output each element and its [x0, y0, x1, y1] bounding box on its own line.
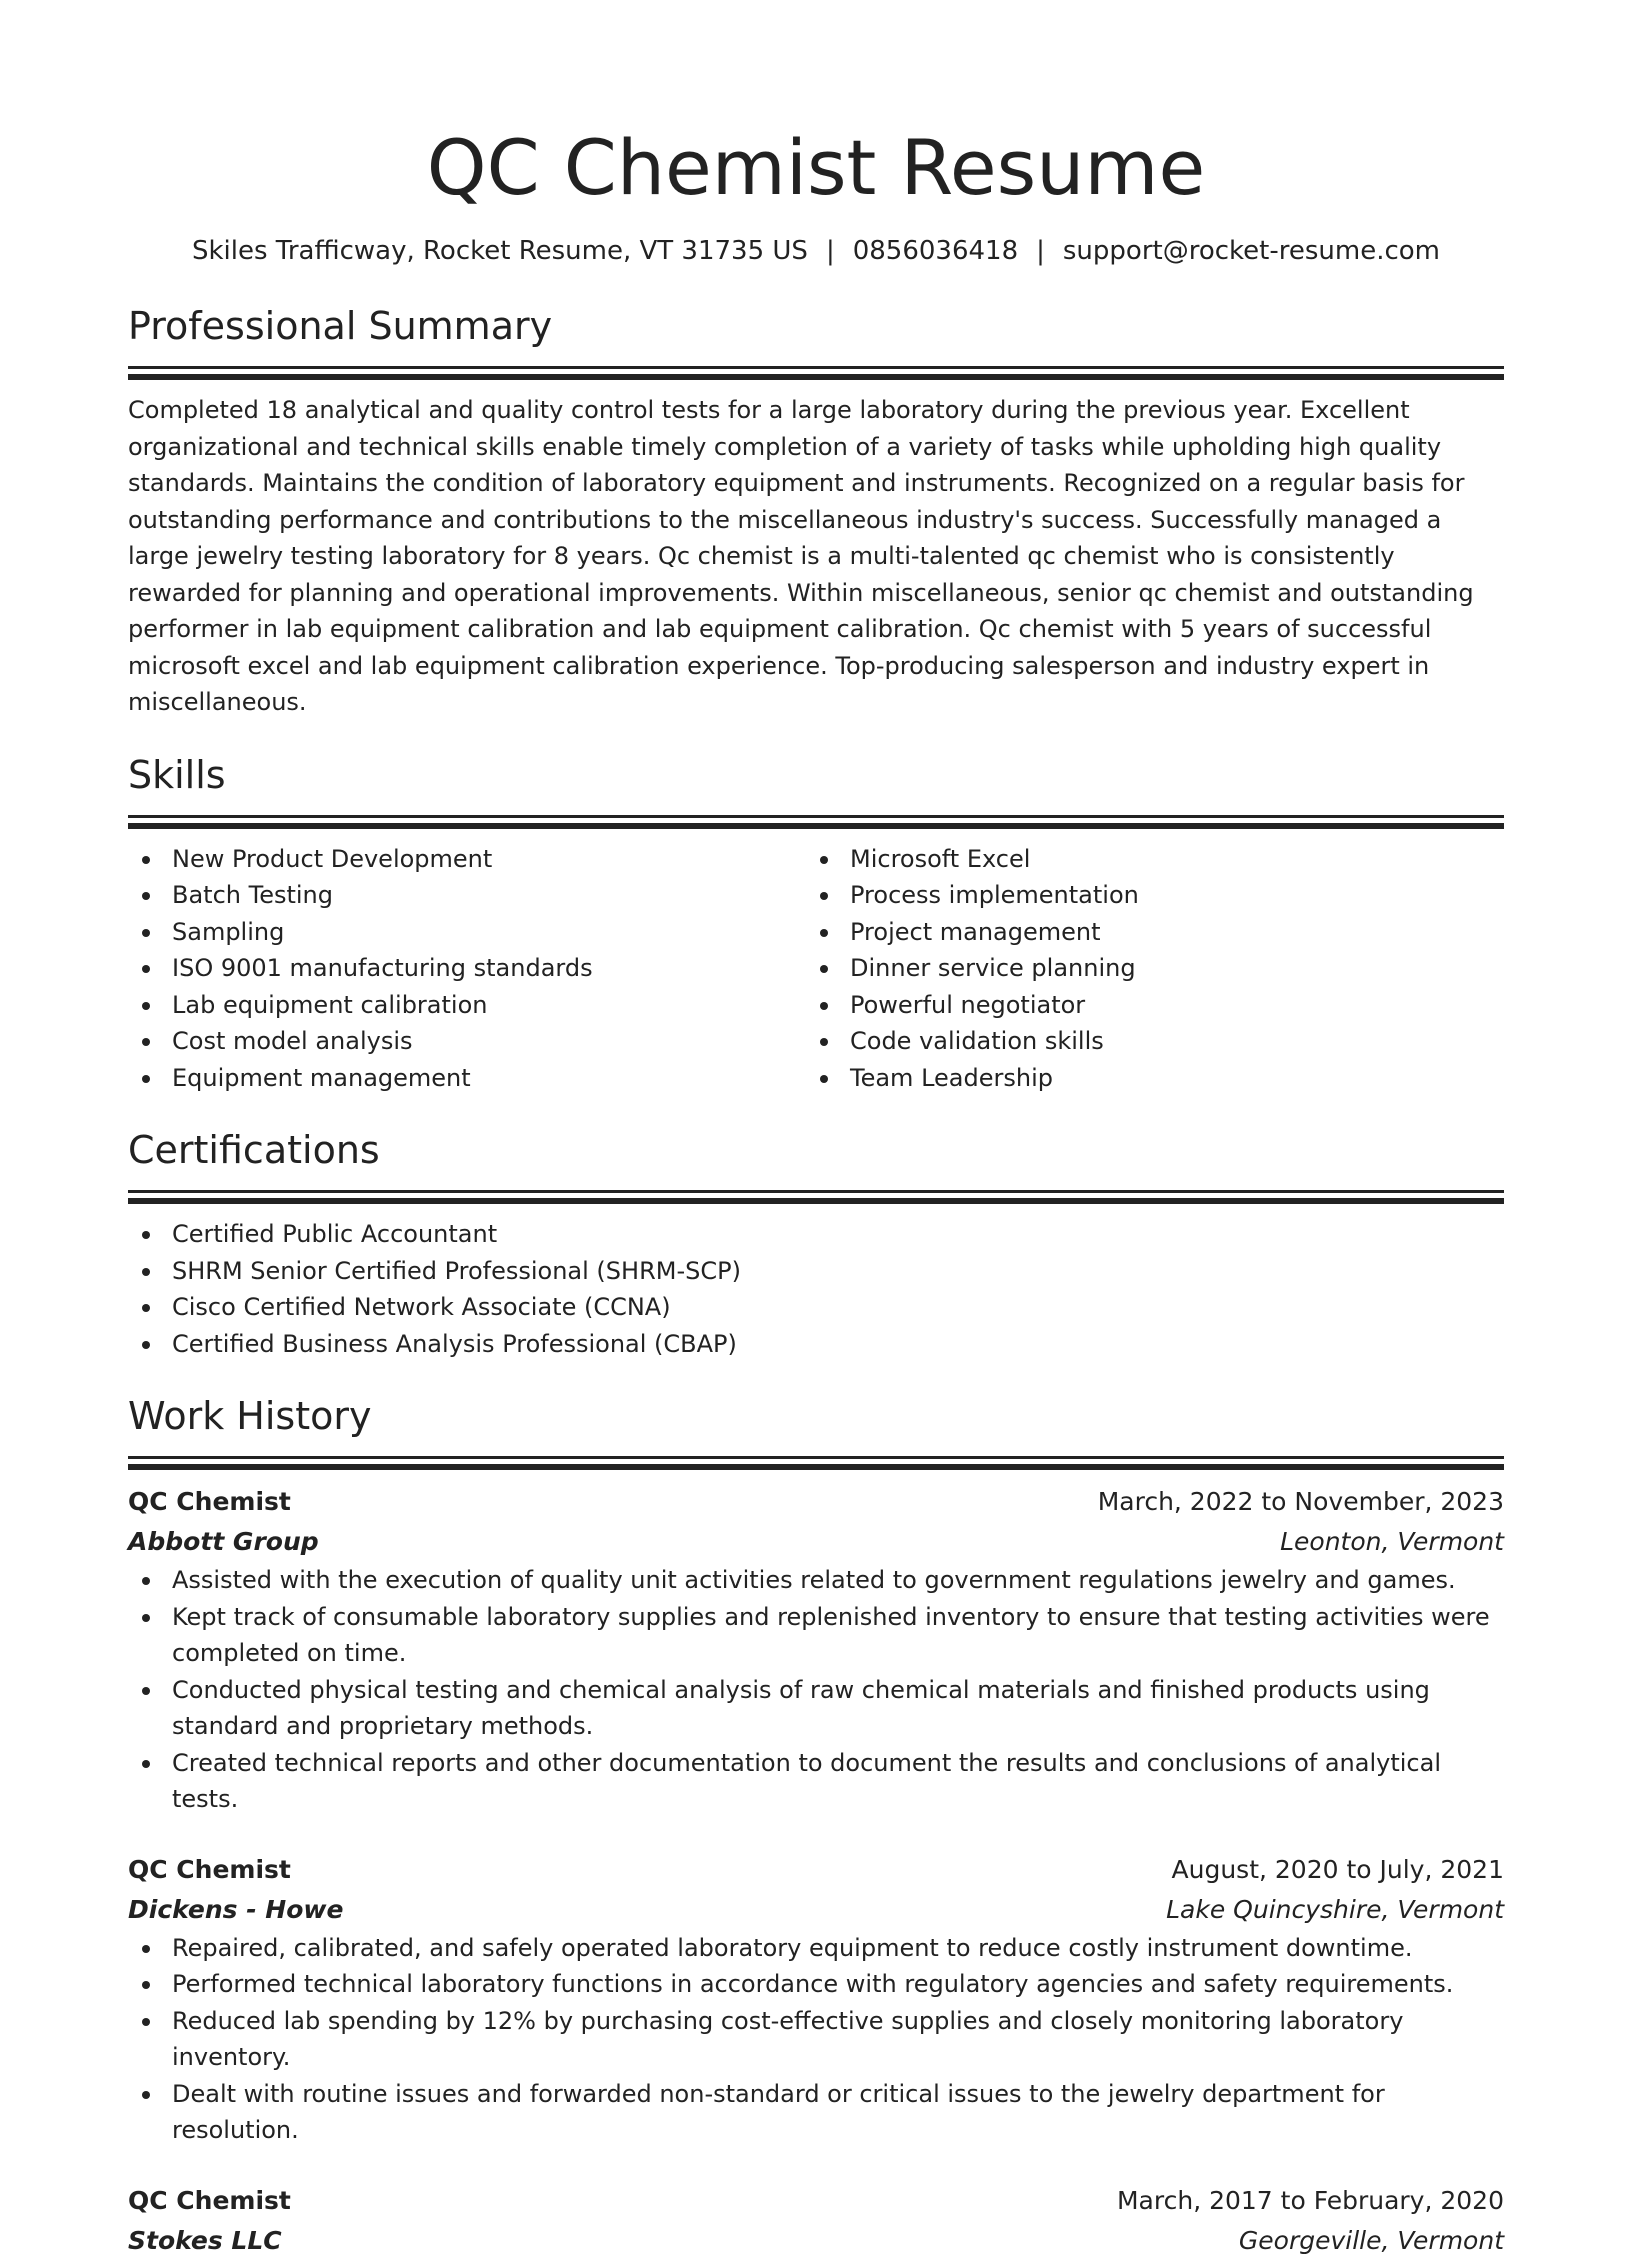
- job-title: QC Chemist: [128, 2185, 291, 2215]
- job-header: [128, 1850, 1504, 1890]
- certification-label: Cisco Certified Network Associate (CCNA): [172, 1293, 671, 1321]
- list-item: [128, 1599, 1504, 1672]
- list-item: [806, 877, 1484, 914]
- skill-label: Dinner service planning: [850, 954, 1136, 982]
- bullet-dot: [142, 929, 150, 937]
- contact-line: [128, 234, 1504, 268]
- certifications-list: [128, 1216, 1504, 1362]
- bullet-dot: [142, 1231, 150, 1239]
- job-location: Leonton, Vermont: [1280, 1527, 1504, 1556]
- job-company: Abbott Group: [128, 1527, 319, 1556]
- job-bullet-text: Assisted with the execution of quality unit activities related to government regulations jewelry and games.: [172, 1566, 1456, 1594]
- skill-label: Powerful negotiator: [850, 990, 1086, 1019]
- skill-label: Batch Testing: [172, 881, 333, 909]
- skill-label: Cost model analysis: [172, 1027, 413, 1055]
- certification-label: Certified Business Analysis Professional (CBAP): [172, 1329, 737, 1358]
- bullet-dot: [142, 965, 150, 973]
- job-bullet-text: Created technical reports and other documentation to document the results and conclusions of analytical tests.: [172, 1748, 1441, 1813]
- list-item: [128, 1023, 806, 1060]
- section-rule: [128, 815, 1504, 818]
- section-heading: Work History: [128, 1394, 372, 1438]
- list-item: [806, 1023, 1484, 1060]
- job-subheader: [128, 1522, 1504, 1562]
- resume-title: QC Chemist Resume: [426, 123, 1206, 212]
- bullet-dot: [820, 929, 828, 937]
- contact-email[interactable]: support@rocket-resume.com: [1062, 236, 1440, 266]
- job-dates: August, 2020 to July, 2021: [1171, 1854, 1504, 1884]
- list-item: [128, 950, 806, 987]
- contact-separator: |: [825, 236, 835, 266]
- list-item: [128, 2003, 1504, 2076]
- list-item: [128, 1253, 1504, 1290]
- bullet-dot: [820, 965, 828, 973]
- skill-label: ISO 9001 manufacturing standards: [172, 954, 593, 982]
- skill-label: Sampling: [172, 917, 285, 946]
- job-company: Stokes LLC: [128, 2225, 282, 2255]
- job-bullet-text: Conducted physical testing and chemical analysis of raw chemical materials and finished products using standard and proprietary methods.: [172, 1675, 1430, 1740]
- list-item: [128, 841, 806, 878]
- job-header: [128, 2181, 1504, 2221]
- list-item: [128, 1930, 1504, 1967]
- job-bullet-text: Repaired, calibrated, and safely operated laboratory equipment to reduce costly instrument downtime.: [172, 1933, 1413, 1962]
- resume-page: [128, 0, 1504, 2261]
- bullet-dot: [142, 1760, 150, 1768]
- job-bullet-text: Reduced lab spending by 12% by purchasing cost-effective supplies and closely monitoring laboratory inventory.: [172, 2006, 1404, 2071]
- bullet-dot: [142, 1268, 150, 1276]
- bullet-dot: [142, 856, 150, 864]
- section-rule: [128, 1464, 1504, 1470]
- bullet-dot: [820, 856, 828, 864]
- bullet-dot: [142, 1075, 150, 1083]
- list-item: [128, 877, 806, 914]
- contact-phone: 0856036418: [852, 236, 1019, 266]
- list-item: [128, 1060, 806, 1097]
- skill-label: Team Leadership: [850, 1063, 1053, 1092]
- job-location: Georgeville, Vermont: [1238, 2225, 1504, 2255]
- job-header: [128, 1482, 1504, 1522]
- section-heading: Professional Summary: [128, 304, 553, 348]
- section-rule: [128, 366, 1504, 369]
- bullet-dot: [142, 1038, 150, 1046]
- skills-list-left: [128, 841, 806, 1097]
- list-item: [128, 914, 806, 951]
- bullet-dot: [820, 1002, 828, 1010]
- skills-grid: [128, 841, 1504, 1097]
- bullet-dot: [820, 1038, 828, 1046]
- job-title: QC Chemist: [128, 1487, 291, 1516]
- section-heading: Certifications: [128, 1128, 380, 1172]
- job-bullets: [128, 1562, 1504, 1818]
- job-dates: March, 2017 to February, 2020: [1116, 2185, 1504, 2215]
- list-item: [128, 2076, 1504, 2149]
- job-subheader: [128, 1890, 1504, 1930]
- contact-address: Skiles Trafficway, Rocket Resume, VT 31735 US: [191, 236, 808, 266]
- skills-list-right: [806, 841, 1484, 1097]
- list-item: [806, 987, 1484, 1024]
- skill-label: Process implementation: [850, 881, 1139, 909]
- skill-label: Equipment management: [172, 1063, 471, 1092]
- list-item: [128, 987, 806, 1024]
- list-item: [128, 1326, 1504, 1363]
- bullet-dot: [142, 1341, 150, 1349]
- job-bullet-text: Performed technical laboratory functions in accordance with regulatory agencies and safety requirements.: [172, 1970, 1454, 1998]
- bullet-dot: [142, 2091, 150, 2099]
- list-item: [128, 1289, 1504, 1326]
- list-item: [806, 950, 1484, 987]
- bullet-dot: [142, 1687, 150, 1695]
- skill-label: Microsoft Excel: [850, 844, 1031, 873]
- bullet-dot: [142, 1304, 150, 1312]
- skill-label: Project management: [850, 917, 1101, 946]
- list-item: [806, 841, 1484, 878]
- skill-label: Lab equipment calibration: [172, 990, 488, 1019]
- skill-label: New Product Development: [172, 844, 493, 873]
- certifications-section: [128, 1126, 1504, 1362]
- work-history-section: [128, 1392, 1504, 2261]
- bullet-dot: [142, 2018, 150, 2026]
- contact-separator: |: [1036, 236, 1045, 266]
- summary-section: [128, 302, 1504, 721]
- job-entry: [128, 1850, 1504, 2149]
- list-item: [128, 1562, 1504, 1599]
- certification-label: Certified Public Accountant: [172, 1220, 498, 1248]
- job-subheader: [128, 2221, 1504, 2261]
- list-item: [806, 914, 1484, 951]
- job-title: QC Chemist: [128, 1854, 291, 1884]
- section-heading: Skills: [128, 752, 226, 797]
- list-item: [806, 1060, 1484, 1097]
- job-location: Lake Quincyshire, Vermont: [1166, 1894, 1504, 1924]
- job-bullets: [128, 1930, 1504, 2149]
- bullet-dot: [142, 1002, 150, 1010]
- bullet-dot: [142, 1577, 150, 1585]
- job-company: Dickens - Howe: [128, 1894, 344, 1924]
- summary-text: Completed 18 analytical and quality control tests for a large laboratory during the previous year. Excellent organizational and technical skills enable timely completion of a variety of tasks while upholding high quality standards. Maintains the condition of laboratory equipment and instruments. Recognized on a regular basis for outstanding performance and contributions to the miscellaneous industry's success. Successfully managed a large jewelry testing laboratory for 8 years. Qc chemist is a multi-talented qc chemist who is consistently rewarded for planning and operational improvements. Within miscellaneous, senior qc chemist and outstanding performer in lab equipment calibration and lab equipment calibration. Qc chemist with 5 years of successful microsoft excel and lab equipment calibration experience. Top-producing salesperson and industry expert in miscellaneous.: [128, 396, 1474, 716]
- section-rule: [128, 1198, 1504, 1204]
- job-bullet-text: Dealt with routine issues and forwarded non-standard or critical issues to the jewelry department for resolution.: [172, 2079, 1385, 2144]
- job-entry: [128, 1482, 1504, 1818]
- skill-label: Code validation skills: [850, 1027, 1104, 1055]
- bullet-dot: [142, 892, 150, 900]
- list-item: [128, 1672, 1504, 1745]
- bullet-dot: [142, 1614, 150, 1622]
- job-bullet-text: Kept track of consumable laboratory supplies and replenished inventory to ensure that testing activities were completed on time.: [172, 1602, 1490, 1667]
- section-rule: [128, 1190, 1504, 1193]
- list-item: [128, 1966, 1504, 2003]
- section-rule: [128, 1456, 1504, 1459]
- list-item: [128, 1216, 1504, 1253]
- bullet-dot: [820, 1075, 828, 1083]
- job-dates: March, 2022 to November, 2023: [1097, 1487, 1504, 1516]
- list-item: [128, 1745, 1504, 1818]
- bullet-dot: [142, 1981, 150, 1989]
- section-rule: [128, 823, 1504, 829]
- bullet-dot: [142, 1945, 150, 1953]
- section-rule: [128, 374, 1504, 380]
- job-entry: [128, 2181, 1504, 2261]
- certification-label: SHRM Senior Certified Professional (SHRM-SCP): [172, 1256, 741, 1285]
- bullet-dot: [820, 892, 828, 900]
- skills-section: [128, 751, 1504, 1097]
